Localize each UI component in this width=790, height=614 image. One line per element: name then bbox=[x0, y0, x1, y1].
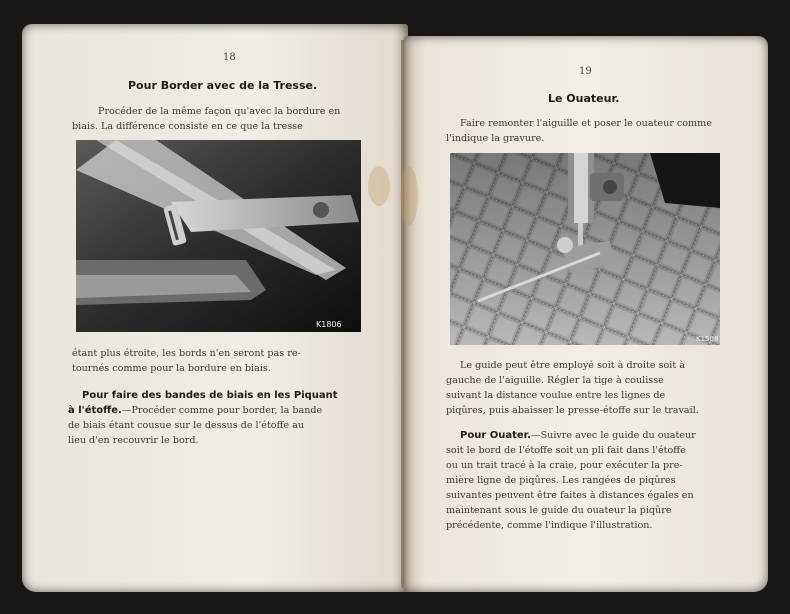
text-line: —Suivre avec le guide du ouateur bbox=[530, 430, 696, 441]
text-line: gauche de l'aiguille. Régler la tige à coulisse bbox=[446, 375, 664, 386]
text-line: précédente, comme l'indique l'illustration. bbox=[446, 520, 653, 531]
photo-illustration bbox=[76, 140, 361, 332]
section-title-bandes-biais: Pour faire des bandes de biais en les Piquant bbox=[82, 390, 338, 401]
text-line: suivantes peuvent être faites à distances égales en bbox=[446, 490, 694, 501]
photo-presser-foot-tresse bbox=[76, 140, 361, 332]
intro-paragraph-left bbox=[72, 104, 372, 134]
page-number-left: 18 bbox=[223, 52, 236, 63]
photo-code: K1508 bbox=[696, 335, 719, 343]
text-line: Procéder de la même façon qu'avec la bordure en bbox=[98, 106, 341, 117]
text-line: biais. La différence consiste en ce que la tresse bbox=[72, 121, 303, 132]
intro-paragraph-right bbox=[446, 116, 751, 146]
text-line: suivant la distance voulue entre les lignes de bbox=[446, 390, 666, 401]
page-stain bbox=[368, 166, 390, 206]
quilting-illustration bbox=[450, 153, 720, 345]
text-line: soit le bord de l'étoffe soit un pli fait dans l'étoffe bbox=[446, 445, 686, 456]
text-line: Le guide peut être employé soit à droite soit à bbox=[460, 360, 685, 371]
heading-border-tresse: Pour Border avec de la Tresse. bbox=[128, 79, 318, 92]
text-line: Faire remonter l'aiguille et poser le ouateur comme bbox=[460, 118, 712, 129]
section-title-pour-ouater: Pour Ouater. bbox=[460, 430, 531, 441]
after-photo-paragraph-left bbox=[72, 346, 372, 376]
text-line: —Procéder comme pour border, la bande bbox=[121, 405, 323, 416]
photo-code: K1806 bbox=[316, 320, 342, 329]
bandes-biais-paragraph bbox=[68, 388, 376, 448]
text-line: piqûres, puis abaisser le presse-étoffe sur le travail. bbox=[446, 405, 699, 416]
guide-paragraph bbox=[446, 358, 751, 418]
page-number-right: 19 bbox=[579, 66, 592, 77]
section-title-etoffe: à l'étoffe. bbox=[68, 405, 122, 416]
text-line: ou un trait tracé à la craie, pour exécuter la pre- bbox=[446, 460, 683, 471]
pour-ouater-paragraph bbox=[446, 428, 751, 533]
text-line: maintenant sous le guide du ouateur la piqûre bbox=[446, 505, 672, 516]
heading-le-ouateur: Le Ouateur. bbox=[548, 92, 620, 105]
photo-ouateur-quilting bbox=[450, 153, 720, 345]
text-line: de biais étant cousue sur le dessus de l'étoffe au bbox=[68, 420, 305, 431]
text-line: tournés comme pour la bordure en biais. bbox=[72, 363, 271, 374]
text-line: étant plus étroite, les bords n'en seront pas re- bbox=[72, 348, 301, 359]
text-line: lieu d'en recouvrir le bord. bbox=[68, 435, 199, 446]
right-page bbox=[404, 36, 768, 592]
left-page bbox=[22, 24, 408, 592]
text-line: l'indique la gravure. bbox=[446, 133, 545, 144]
page-stain bbox=[400, 166, 418, 226]
text-line: mière ligne de piqûres. Les rangées de piqûres bbox=[446, 475, 676, 486]
